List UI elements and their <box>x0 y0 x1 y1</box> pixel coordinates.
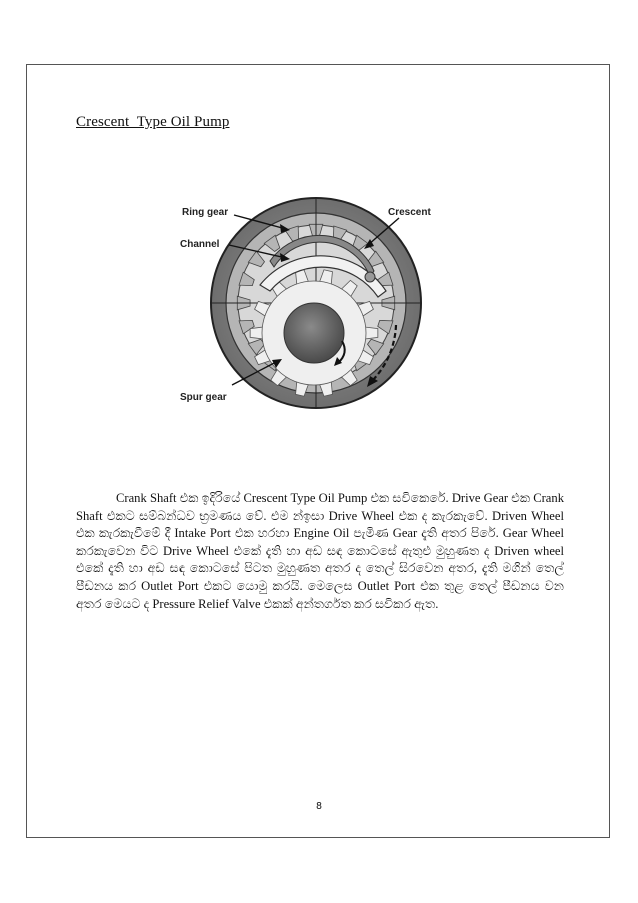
body-paragraph: Crank Shaft එක ඉදිරියේ Crescent Type Oil Pump එක සවිකෙරේ. Drive Gear එක Crank Shaft එකට සම්බන්ධව භ්‍රමණය වේ. එම න්ඉසා Drive Wheel එක ද කැරකැවේ. Driven Wheel එක කැරකැවීමේ දී Intake Port එක හරහා Engine Oil පැමිණ Gear දැති අතර පිරේ. Gear Wheel කරකැවෙන විට Drive Wheel එකේ දැති හා අඩ සඳ කොටසේ ඇතුළු මුහුණත ද Driven wheel එකේ දැති හා අඩ සඳ කොටසේ පිටත මුහුණත අතර ද තෙල් සිරවෙන අතර, දැති මගින් තෙල් පීඩනය කර Outlet Port එකට යොමු කරයි. මෙලෙස Outlet Port එක තුළ තෙල් පීඩනය වන අතර මෙයට ද Pressure Relief Valve එකක් අන්තර්ගත කර සවිකර ඇත. <box>76 491 564 611</box>
gear-hub <box>284 303 344 363</box>
page-frame <box>26 64 610 838</box>
crescent-label: Crescent <box>388 207 431 218</box>
spur-gear-label: Spur gear <box>180 392 227 403</box>
crescent-pump-diagram <box>174 193 464 425</box>
section-heading: Crescent Type Oil Pump <box>76 114 230 130</box>
page-number: 8 <box>315 801 323 812</box>
channel-label: Channel <box>180 239 220 250</box>
ring-gear-label: Ring gear <box>182 207 229 218</box>
body-text <box>76 490 564 613</box>
